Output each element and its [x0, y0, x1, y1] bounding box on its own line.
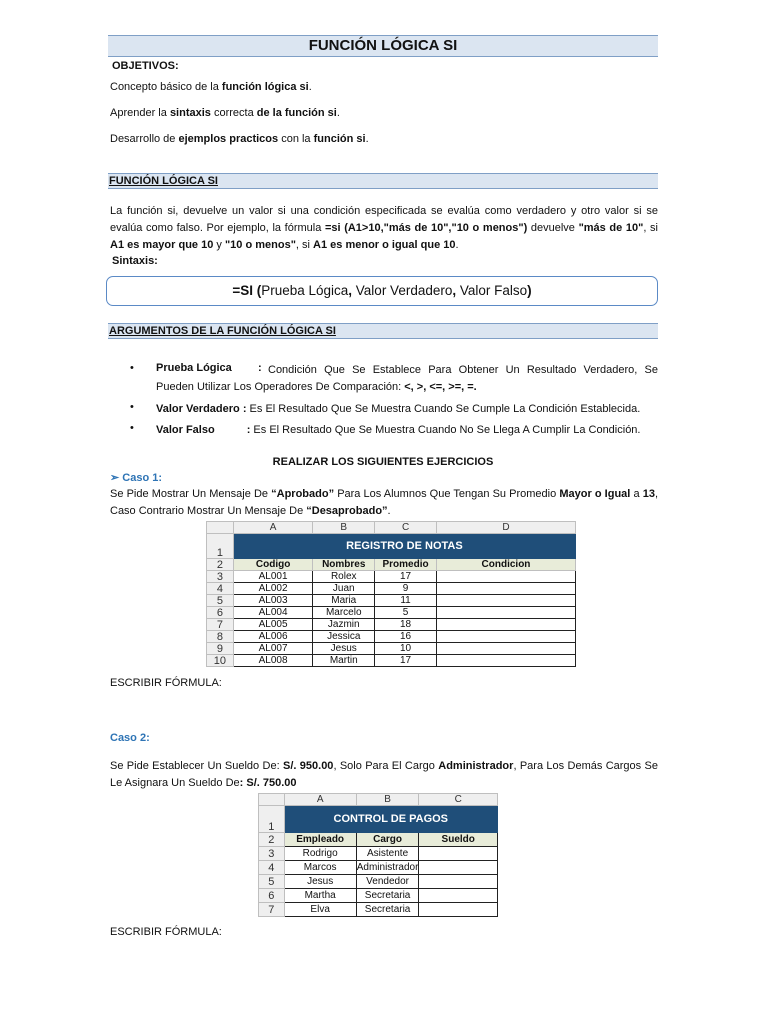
cell: Marcos — [284, 861, 356, 875]
cell: AL004 — [233, 607, 313, 619]
cell: Juan — [313, 583, 375, 595]
col-letter: A — [233, 522, 313, 534]
cell: 9 — [375, 583, 437, 595]
cell: Elva — [284, 903, 356, 917]
col-header: Cargo — [356, 833, 419, 847]
cell: Marcelo — [313, 607, 375, 619]
cell: Maria — [313, 595, 375, 607]
row-number: 2 — [259, 833, 285, 847]
section-funcion-paragraph: La función si, devuelve un valor si una condición especificada se evalúa como verdadero y otro valor si se evalúa como falso. Por ejemplo, la fórmula =si (A1>10,"más de 10","10 o menos") devuelve "más de 10", si A1 es mayor que 10 y "10 o menos", si A1 es menor o igual que 10. — [110, 205, 658, 251]
cell — [436, 583, 575, 595]
cell — [436, 607, 575, 619]
row-number: 5 — [207, 595, 234, 607]
cell: 5 — [375, 607, 437, 619]
page-title — [108, 35, 658, 57]
bullet-icon: • — [130, 401, 134, 413]
bullet-icon: • — [130, 362, 134, 374]
table-row — [259, 889, 498, 903]
table-row — [259, 903, 498, 917]
cell: AL006 — [233, 631, 313, 643]
row-number: 10 — [207, 655, 234, 667]
cell: AL008 — [233, 655, 313, 667]
sheet-corner — [207, 522, 234, 534]
bullet-icon: • — [130, 422, 134, 434]
table-row — [207, 619, 576, 631]
cell: 10 — [375, 643, 437, 655]
row-number: 1 — [259, 806, 285, 833]
cell — [436, 643, 575, 655]
cell: Rodrigo — [284, 847, 356, 861]
col-letter: C — [375, 522, 437, 534]
arg-text-prueba: Condición Que Se Establece Para Obtener Un Resultado Verdadero, Se Pueden Utilizar Los Operadores De Comparación: <, >, <=, >=, =. — [156, 364, 658, 393]
cell: Martin — [313, 655, 375, 667]
cell: Jessica — [313, 631, 375, 643]
table-row — [207, 607, 576, 619]
row-number: 3 — [259, 847, 285, 861]
section-heading-argumentos: ARGUMENTOS DE LA FUNCIÓN LÓGICA SI — [108, 323, 658, 339]
sheet-corner — [259, 794, 285, 806]
caso1-formula-label: ESCRIBIR FÓRMULA: — [110, 677, 222, 689]
col-letter: B — [313, 522, 375, 534]
page-title-text: FUNCIÓN LÓGICA SI — [308, 37, 458, 54]
cell: Jesus — [284, 875, 356, 889]
syntax-box: =SI (Prueba Lógica, Valor Verdadero, Valor Falso) — [106, 276, 658, 306]
cell — [436, 595, 575, 607]
cell: Secretaria — [356, 903, 419, 917]
col-header: Condicion — [436, 559, 575, 571]
caso2-label: Caso 2: — [110, 732, 150, 744]
row-number: 7 — [259, 903, 285, 917]
cell — [436, 619, 575, 631]
exercises-heading: REALIZAR LOS SIGUIENTES EJERCICIOS — [272, 456, 494, 468]
col-header: Nombres — [313, 559, 375, 571]
cell: 11 — [375, 595, 437, 607]
cell: Vendedor — [356, 875, 419, 889]
col-header: Promedio — [375, 559, 437, 571]
arg-label-prueba: Prueba Lógica — [156, 362, 232, 374]
objetivos-heading: OBJETIVOS: — [112, 60, 179, 72]
table-row — [207, 631, 576, 643]
sintaxis-label: Sintaxis: — [112, 255, 158, 267]
col-header: Sueldo — [419, 833, 498, 847]
col-letter: A — [284, 794, 356, 806]
row-number: 5 — [259, 875, 285, 889]
cell: Rolex — [313, 571, 375, 583]
arrow-icon: ➢ — [110, 472, 120, 484]
row-number: 1 — [207, 534, 234, 559]
sheet-control-pagos — [258, 793, 498, 917]
table-row — [259, 861, 498, 875]
cell — [419, 903, 498, 917]
cell — [419, 847, 498, 861]
row-number: 4 — [259, 861, 285, 875]
cell: Martha — [284, 889, 356, 903]
caso2-description: Se Pide Establecer Un Sueldo De: S/. 950.00, Solo Para El Cargo Administrador, Para Los Demás Cargos Se Le Asignara Un Sueldo De: S/. 750.00 — [110, 760, 658, 789]
col-letter: B — [356, 794, 419, 806]
objetivo-item-3: Desarrollo de ejemplos practicos con la función si. — [110, 133, 369, 145]
cell: AL007 — [233, 643, 313, 655]
col-letter: C — [419, 794, 498, 806]
cell — [436, 631, 575, 643]
section-heading-funcion: FUNCIÓN LÓGICA SI — [108, 173, 658, 189]
table-row — [207, 571, 576, 583]
cell: Asistente — [356, 847, 419, 861]
cell: AL005 — [233, 619, 313, 631]
arg-falso: Valor Falso : Es El Resultado Que Se Muestra Cuando No Se Llega A Cumplir La Condición. — [156, 424, 641, 436]
cell: AL001 — [233, 571, 313, 583]
caso1-label: ➢ Caso 1: — [110, 472, 163, 484]
cell: 17 — [375, 655, 437, 667]
cell — [436, 571, 575, 583]
table-row — [259, 847, 498, 861]
sheet-registro-notas — [206, 521, 576, 667]
objetivo-item-1: Concepto básico de la función lógica si. — [110, 81, 312, 93]
col-letter: D — [436, 522, 575, 534]
cell: 18 — [375, 619, 437, 631]
sheet-banner: REGISTRO DE NOTAS — [233, 534, 575, 559]
row-number: 2 — [207, 559, 234, 571]
row-number: 7 — [207, 619, 234, 631]
table-row — [207, 643, 576, 655]
cell — [419, 889, 498, 903]
col-header: Codigo — [233, 559, 313, 571]
row-number: 8 — [207, 631, 234, 643]
table-row — [207, 655, 576, 667]
arg-sep: : — [258, 362, 262, 374]
caso1-description: Se Pide Mostrar Un Mensaje De “Aprobado” Para Los Alumnos Que Tengan Su Promedio Mayor o Igual a 13, Caso Contrario Mostrar Un Mensaje De “Desaprobado”. — [110, 488, 659, 517]
cell — [419, 875, 498, 889]
table-row — [259, 875, 498, 889]
row-number: 6 — [207, 607, 234, 619]
row-number: 9 — [207, 643, 234, 655]
row-number: 6 — [259, 889, 285, 903]
cell: Jazmin — [313, 619, 375, 631]
cell: AL003 — [233, 595, 313, 607]
cell: 17 — [375, 571, 437, 583]
arg-verdadero: Valor Verdadero : Es El Resultado Que Se Muestra Cuando Se Cumple La Condición Establecida. — [156, 403, 641, 415]
cell: Secretaria — [356, 889, 419, 903]
cell: Administrador — [356, 861, 419, 873]
sheet-banner: CONTROL DE PAGOS — [284, 806, 497, 833]
cell: 16 — [375, 631, 437, 643]
cell: Jesus — [313, 643, 375, 655]
col-header: Empleado — [284, 833, 356, 847]
cell — [419, 861, 498, 875]
table-row — [207, 583, 576, 595]
cell: AL002 — [233, 583, 313, 595]
row-number: 4 — [207, 583, 234, 595]
row-number: 3 — [207, 571, 234, 583]
table-row — [207, 595, 576, 607]
caso2-formula-label: ESCRIBIR FÓRMULA: — [110, 926, 222, 938]
objetivo-item-2: Aprender la sintaxis correcta de la función si. — [110, 107, 340, 119]
cell — [436, 655, 575, 667]
